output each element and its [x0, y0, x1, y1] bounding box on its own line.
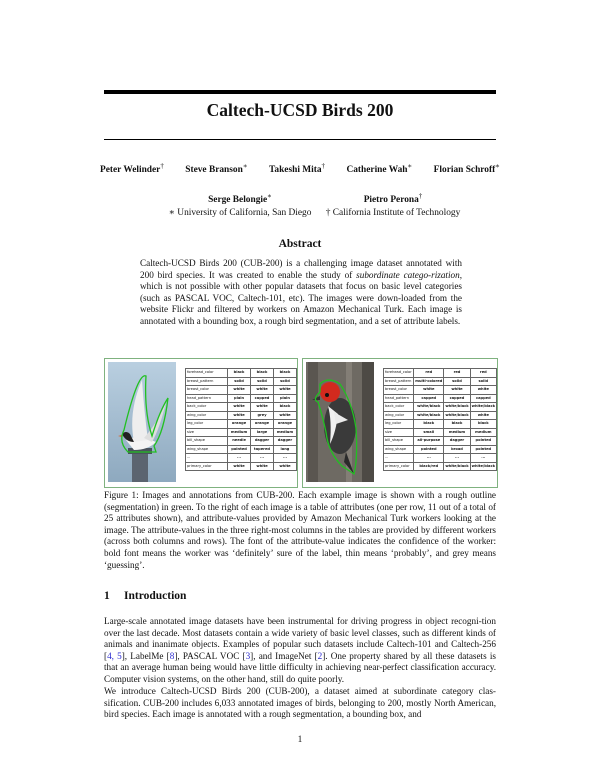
attribute-row — [384, 428, 497, 437]
abstract-heading: Abstract — [278, 238, 322, 250]
attribute-value: white — [444, 386, 470, 395]
institution: ∗ University of California, San Diego — [168, 208, 312, 219]
attribute-name: breast_pattern — [384, 377, 414, 386]
attribute-value: orange — [228, 420, 251, 429]
page-number: 1 — [297, 735, 303, 745]
attribute-name: primary_color — [186, 462, 228, 471]
attribute-value: red — [470, 369, 496, 378]
attribute-name: forehead_color — [384, 369, 414, 378]
attribute-value: black — [228, 369, 251, 378]
institution: † California Institute of Technology — [325, 208, 461, 219]
attribute-value: medium — [273, 428, 296, 437]
attribute-value: solid — [251, 377, 274, 386]
attribute-row — [384, 394, 497, 403]
tern-photo — [108, 362, 176, 482]
attribute-name: leg_color — [186, 420, 228, 429]
attribute-value: white — [251, 462, 274, 471]
attribute-value: white — [273, 462, 296, 471]
attribute-name: breast_color — [384, 386, 414, 395]
attribute-name: back_color — [186, 403, 228, 412]
attribute-name: head_pattern — [186, 394, 228, 403]
attribute-table-woodpecker — [383, 368, 497, 471]
title-rule — [104, 139, 496, 140]
attribute-value: medium — [470, 428, 496, 437]
attribute-value: black — [444, 420, 470, 429]
citation-link[interactable]: 4, 5 — [107, 650, 122, 661]
author-list — [100, 162, 500, 175]
author: Catherine Wah∗ — [346, 162, 413, 176]
attribute-value: white — [251, 386, 274, 395]
attribute-row — [384, 462, 497, 471]
author: Pietro Perona† — [363, 192, 423, 206]
attribute-row — [186, 386, 297, 395]
attribute-row — [384, 377, 497, 386]
attribute-value: pointed — [470, 437, 496, 446]
attribute-row — [384, 445, 497, 454]
attribute-value: black — [273, 369, 296, 378]
attribute-value: white — [228, 386, 251, 395]
attribute-value: white/black — [444, 462, 470, 471]
attribute-row — [186, 428, 297, 437]
attribute-name: bill_shape — [384, 437, 414, 446]
attribute-value: ... — [228, 454, 251, 463]
attribute-name: size — [384, 428, 414, 437]
affiliation-caltech — [283, 190, 503, 220]
author: Serge Belongie∗ — [208, 192, 272, 206]
attribute-value: pointed — [470, 445, 496, 454]
attribute-value: white — [470, 386, 496, 395]
attribute-name: ... — [384, 454, 414, 463]
attribute-value: white/black — [470, 403, 496, 412]
attribute-value: black — [470, 420, 496, 429]
attribute-value: white/black — [444, 403, 470, 412]
citation-link[interactable]: 8 — [169, 650, 175, 661]
attribute-value: red — [444, 369, 470, 378]
attribute-value: solid — [228, 377, 251, 386]
attribute-value: white — [251, 403, 274, 412]
attribute-row — [384, 437, 497, 446]
paper-title: Caltech-UCSD Birds 200 — [206, 100, 394, 120]
author: Takeshi Mita† — [269, 162, 326, 176]
attribute-value: pointed — [228, 445, 251, 454]
attribute-row — [186, 445, 297, 454]
attribute-value: solid — [444, 377, 470, 386]
citation-link[interactable]: 2 — [317, 650, 323, 661]
attribute-value: white — [470, 411, 496, 420]
attribute-value: needle — [228, 437, 251, 446]
attribute-value: ... — [273, 454, 296, 463]
attribute-value: black/red — [414, 462, 444, 471]
attribute-value: dagger — [444, 437, 470, 446]
attribute-value: black — [273, 403, 296, 412]
attribute-value: white — [273, 386, 296, 395]
attribute-row — [384, 403, 497, 412]
attribute-value: large — [251, 428, 274, 437]
attribute-value: red — [414, 369, 444, 378]
attribute-row — [186, 420, 297, 429]
attribute-row — [186, 411, 297, 420]
attribute-row — [186, 454, 297, 463]
attribute-name: head_pattern — [384, 394, 414, 403]
attribute-value: orange — [251, 420, 274, 429]
attribute-value: small — [414, 428, 444, 437]
attribute-value: ... — [251, 454, 274, 463]
attribute-value: tapered — [251, 445, 274, 454]
woodpecker-image — [306, 362, 374, 482]
attribute-name: ... — [186, 454, 228, 463]
author: Peter Welinder† — [100, 162, 164, 176]
attribute-name: primary_color — [384, 462, 414, 471]
attribute-value: capped — [444, 394, 470, 403]
attribute-row — [186, 394, 297, 403]
attribute-value: ... — [414, 454, 444, 463]
attribute-name: leg_color — [384, 420, 414, 429]
attribute-row — [384, 454, 497, 463]
intro-paragraph-1: Large-scale annotated image datasets have been instrumental for driving progress in object recogni-tion over the last decade. Most datasets contain a wide variety of basic level classes, such as different kinds of animals and inanimate objects. Examples of popular such datasets include Caltech-101 and Caltech-256 [4, 5], LabelMe [8], PASCAL VOC [3], and ImageNet [2]. One property shared by all these datasets is that an average human being would have little difficulty in achieving near-perfect classification accuracy. Computer vision systems, on the other hand, still do quite poorly. — [104, 616, 497, 684]
attribute-value: capped — [251, 394, 274, 403]
intro-paragraph-2: We introduce Caltech-UCSD Birds 200 (CUB-200), a dataset aimed at subordinate category clas-sification. CUB-200 includes 6,033 annotated images of birds, belonging to 200, mostly North American, bird species. Each image is annotated with a rough segmentation, a bounding box, and — [104, 686, 496, 720]
attribute-value: dagger — [251, 437, 274, 446]
attribute-name: wing_color — [186, 411, 228, 420]
attribute-row — [384, 369, 497, 378]
attribute-value: black — [414, 420, 444, 429]
attribute-row — [186, 462, 297, 471]
attribute-row — [384, 411, 497, 420]
attribute-value: long — [273, 445, 296, 454]
attribute-value: multi-colored — [414, 377, 444, 386]
figure-panel-woodpecker — [302, 358, 498, 488]
author: Steve Branson∗ — [185, 162, 248, 176]
attribute-value: ... — [470, 454, 496, 463]
attribute-row — [186, 437, 297, 446]
attribute-value: medium — [444, 428, 470, 437]
attribute-value: white/black — [444, 411, 470, 420]
attribute-value: white/black — [470, 462, 496, 471]
attribute-row — [384, 420, 497, 429]
abstract-text: Caltech-UCSD Birds 200 (CUB-200) is a challenging image dataset annotated with 200 bird species. It was created to enable the study of subordinate catego-rization, which is not possible with other popular datasets that focus on basic level categories (such as PASCAL VOC, Caltech-101, etc). The images were down-loaded from the website Flickr and filtered by workers on Amazon Mechanical Turk. Each image is annotated with a bounding box, a rough bird segmentation, and a set of attribute labels. — [140, 258, 463, 326]
section-heading — [104, 590, 186, 602]
attribute-value: dagger — [273, 437, 296, 446]
citation-link[interactable]: 3 — [245, 650, 251, 661]
attribute-value: capped — [414, 394, 444, 403]
author: Florian Schroff∗ — [433, 162, 500, 176]
attribute-value: ... — [444, 454, 470, 463]
attribute-name: breast_color — [186, 386, 228, 395]
attribute-name: breast_pattern — [186, 377, 228, 386]
attribute-name: forehead_color — [186, 369, 228, 378]
attribute-value: white — [228, 403, 251, 412]
attribute-table-tern — [185, 368, 297, 471]
attribute-value: broad — [444, 445, 470, 454]
attribute-value: plain — [228, 394, 251, 403]
attribute-row — [186, 369, 297, 378]
attribute-name: bill_shape — [186, 437, 228, 446]
attribute-name: size — [186, 428, 228, 437]
figure-1 — [104, 358, 496, 486]
tern-image — [108, 362, 176, 482]
attribute-value: pointed — [414, 445, 444, 454]
attribute-value: orange — [273, 420, 296, 429]
figure-caption: Figure 1: Images and annotations from CUB-200. Each example image is shown with a rough outline (segmentation) in green. To the right of each image is a table of attributes (one per row, 11 out of a total of 25 attributes shown), and attribute-values provided by Amazon Mechanical Turk workers looking at the image. The attribute-values in the three right-most columns in the tables are provided by different workers (across both columns and rows). The font of the attribute-value indicates the confidence of the worker: bold font means the worker was ‘definitely’ sure of the label, thin means ‘probably’, and grey means ‘guessing’. — [104, 490, 496, 570]
attribute-value: solid — [273, 377, 296, 386]
attribute-name: wing_shape — [186, 445, 228, 454]
attribute-value: white/black — [414, 403, 444, 412]
attribute-row — [186, 377, 297, 386]
attribute-row — [186, 403, 297, 412]
attribute-name: back_color — [384, 403, 414, 412]
attribute-name: wing_shape — [384, 445, 414, 454]
attribute-value: all-purpose — [414, 437, 444, 446]
section-number: 1 — [104, 590, 110, 602]
section-title: Introduction — [124, 590, 187, 602]
attribute-name: wing_color — [384, 411, 414, 420]
attribute-value: black — [251, 369, 274, 378]
attribute-value: white/black — [414, 411, 444, 420]
attribute-value: white — [273, 411, 296, 420]
attribute-row — [384, 386, 497, 395]
top-rule — [104, 90, 496, 94]
woodpecker-photo — [306, 362, 374, 482]
attribute-value: capped — [470, 394, 496, 403]
attribute-value: white — [228, 462, 251, 471]
attribute-value: solid — [470, 377, 496, 386]
attribute-value: white — [228, 411, 251, 420]
attribute-value: plain — [273, 394, 296, 403]
attribute-value: white — [414, 386, 444, 395]
attribute-value: grey — [251, 411, 274, 420]
figure-panel-tern — [104, 358, 298, 488]
attribute-value: medium — [228, 428, 251, 437]
